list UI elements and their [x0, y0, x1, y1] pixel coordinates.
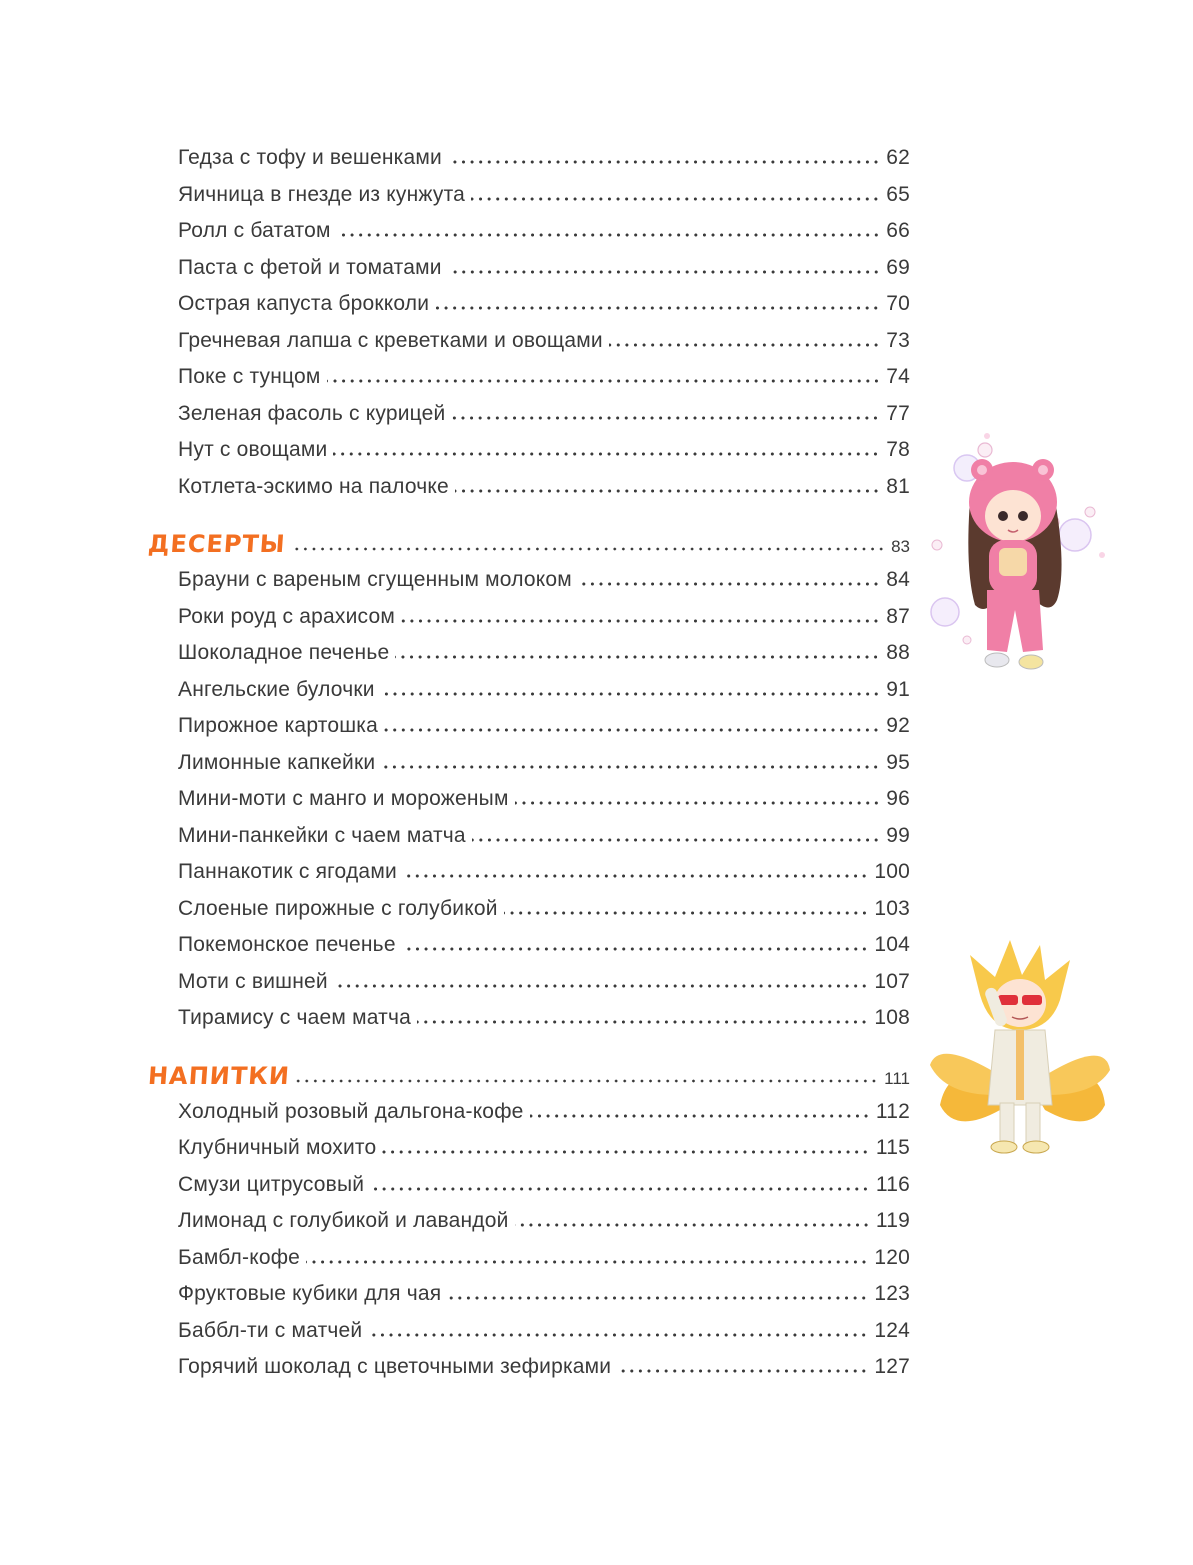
entry-page: 99 — [886, 823, 910, 847]
entry-title: Ролл с бататом — [178, 219, 331, 243]
leader-dots — [334, 984, 869, 988]
toc-entry[interactable] — [148, 1130, 910, 1167]
toc-entry[interactable] — [148, 1349, 910, 1386]
entry-page: 116 — [875, 1172, 910, 1196]
toc-entry[interactable] — [148, 213, 910, 250]
toc-entry[interactable] — [148, 599, 910, 636]
toc-entry[interactable] — [148, 286, 910, 323]
entry-title: Горячий шоколад с цветочными зефирками — [178, 1355, 612, 1379]
toc-entry[interactable] — [148, 891, 910, 928]
entry-title: Паста с фетой и томатами — [178, 255, 442, 279]
leader-dots — [617, 1369, 868, 1373]
entry-page: 70 — [886, 292, 910, 316]
entry-title: Поке с тунцом — [178, 365, 321, 389]
leader-dots — [578, 582, 880, 586]
leader-dots — [515, 801, 881, 805]
entry-page: 66 — [886, 219, 910, 243]
toc-entry[interactable] — [148, 708, 910, 745]
leader-dots — [401, 619, 880, 623]
entry-page: 96 — [886, 787, 910, 811]
entry-page: 81 — [886, 474, 910, 498]
toc-entry[interactable] — [148, 140, 910, 177]
entry-title: Зеленая фасоль с курицей — [178, 401, 446, 425]
toc-entry[interactable] — [148, 672, 910, 709]
entry-title: Пирожное картошка — [178, 714, 378, 738]
entry-page: 78 — [886, 438, 910, 462]
entry-page: 95 — [886, 750, 910, 774]
leader-dots — [403, 874, 868, 878]
toc-entry[interactable] — [148, 854, 910, 891]
entry-title: Гречневая лапша с креветками и овощами — [178, 328, 603, 352]
toc-entry[interactable] — [148, 359, 910, 396]
entry-page: 65 — [886, 182, 910, 206]
toc-entry[interactable] — [148, 1313, 910, 1350]
entry-page: 74 — [886, 365, 910, 389]
entry-title: Мини-моти с манго и мороженым — [178, 787, 509, 811]
entry-page: 84 — [886, 568, 910, 592]
entry-page: 62 — [886, 146, 910, 170]
toc-entry[interactable] — [148, 927, 910, 964]
leader-dots — [327, 379, 881, 383]
leader-dots — [368, 1333, 868, 1337]
entry-title: Роки роуд с арахисом — [178, 604, 395, 628]
entry-page: 123 — [874, 1282, 910, 1306]
section-title: НАПИТКИ — [147, 1061, 291, 1090]
toc-entry[interactable] — [148, 1203, 910, 1240]
toc-entry[interactable] — [148, 1276, 910, 1313]
leader-dots — [447, 1296, 868, 1300]
leader-dots — [448, 160, 880, 164]
entry-page: 108 — [874, 1006, 910, 1030]
leader-dots — [395, 655, 880, 659]
chibi-girl-icon — [925, 430, 1110, 690]
table-of-contents — [148, 140, 910, 1386]
entry-title: Шоколадное печенье — [178, 641, 390, 665]
section-title: ДЕСЕРТЫ — [147, 530, 287, 558]
section-page: 111 — [884, 1068, 910, 1088]
entry-title: Смузи цитрусовый — [178, 1172, 365, 1196]
entry-page: 103 — [874, 896, 910, 920]
entry-title: Лимонные капкейки — [178, 750, 376, 774]
entry-page: 119 — [875, 1209, 910, 1233]
entry-page: 77 — [886, 401, 910, 425]
toc-entry[interactable] — [148, 1240, 910, 1277]
leader-dots — [455, 489, 880, 493]
leader-dots — [435, 306, 880, 310]
entry-page: 124 — [874, 1318, 910, 1342]
section-page: 83 — [891, 537, 910, 556]
drinks-entries — [148, 1094, 910, 1386]
toc-entry[interactable] — [148, 781, 910, 818]
entry-page: 115 — [875, 1136, 910, 1160]
toc-entry[interactable] — [148, 177, 910, 214]
leader-dots — [337, 233, 881, 237]
entry-title: Слоеные пирожные с голубикой — [178, 896, 498, 920]
leader-dots — [384, 728, 880, 732]
entry-title: Тирамису с чаем матча — [178, 1006, 411, 1030]
entry-title: Паннакотик с ягодами — [178, 860, 397, 884]
entry-title: Острая капуста брокколи — [178, 292, 430, 316]
entry-title: Баббл-ти с матчей — [178, 1318, 363, 1342]
leader-dots — [448, 270, 881, 274]
entry-title: Яичница в гнезде из кунжута — [178, 182, 466, 206]
top-entries — [148, 140, 910, 505]
entry-title: Гедза с тофу и вешенками — [178, 146, 442, 170]
toc-entry[interactable] — [148, 1167, 910, 1204]
toc-entry[interactable] — [148, 818, 910, 855]
entry-title: Фруктовые кубики для чая — [178, 1282, 442, 1306]
entry-title: Мини-панкейки с чаем матча — [178, 823, 466, 847]
entry-page: 107 — [874, 969, 910, 993]
leader-dots — [609, 343, 880, 347]
entry-page: 91 — [886, 677, 910, 701]
chibi-fox-boy-illustration — [930, 935, 1110, 1165]
leader-dots — [402, 947, 869, 951]
leader-dots — [504, 911, 869, 915]
entry-title: Брауни с вареным сгущенным молоком — [178, 568, 572, 592]
entry-title: Холодный розовый дальгона-кофе — [178, 1099, 524, 1123]
entry-page: 127 — [874, 1355, 910, 1379]
entry-title: Клубничный мохито — [178, 1136, 377, 1160]
toc-entry[interactable] — [148, 635, 910, 672]
section-heading-desserts[interactable] — [148, 526, 910, 562]
leader-dots — [306, 1260, 868, 1264]
leader-dots — [370, 1187, 870, 1191]
desserts-entries — [148, 562, 910, 1037]
entry-title: Ангельские булочки — [178, 677, 375, 701]
entry-title: Лимонад с голубикой и лавандой — [178, 1209, 509, 1233]
entry-page: 88 — [886, 641, 910, 665]
entry-page: 104 — [874, 933, 910, 957]
entry-title: Бамбл-кофе — [178, 1245, 301, 1269]
leader-dots — [451, 416, 880, 420]
toc-entry[interactable] — [148, 562, 910, 599]
toc-entry[interactable] — [148, 323, 910, 360]
toc-entry[interactable] — [148, 1000, 910, 1037]
chibi-girl-pink-bear-costume-illustration — [925, 430, 1110, 690]
toc-entry[interactable] — [148, 432, 910, 469]
entry-page: 100 — [874, 860, 910, 884]
toc-entry[interactable] — [148, 745, 910, 782]
entry-title: Нут с овощами — [178, 438, 328, 462]
leader-dots — [292, 547, 885, 551]
toc-entry[interactable] — [148, 964, 910, 1001]
leader-dots — [296, 1079, 878, 1083]
leader-dots — [471, 197, 880, 201]
leader-dots — [515, 1223, 870, 1227]
leader-dots — [417, 1020, 868, 1024]
leader-dots — [381, 692, 881, 696]
section-heading-drinks[interactable] — [148, 1058, 910, 1094]
leader-dots — [472, 838, 880, 842]
entry-page: 92 — [886, 714, 910, 738]
entry-page: 87 — [886, 604, 910, 628]
entry-page: 120 — [874, 1245, 910, 1269]
leader-dots — [333, 452, 880, 456]
entry-page: 112 — [875, 1099, 910, 1123]
entry-title: Покемонское печенье — [178, 933, 396, 957]
entry-page: 73 — [886, 328, 910, 352]
leader-dots — [381, 765, 880, 769]
chibi-fox-boy-icon — [930, 935, 1110, 1165]
entry-page: 69 — [886, 255, 910, 279]
toc-entry[interactable] — [148, 1094, 910, 1131]
toc-entry[interactable] — [148, 396, 910, 433]
leader-dots — [382, 1150, 870, 1154]
toc-entry[interactable] — [148, 469, 910, 506]
leader-dots — [530, 1114, 870, 1118]
toc-entry[interactable] — [148, 250, 910, 287]
entry-title: Моти с вишней — [178, 969, 328, 993]
entry-title: Котлета-эскимо на палочке — [178, 474, 449, 498]
